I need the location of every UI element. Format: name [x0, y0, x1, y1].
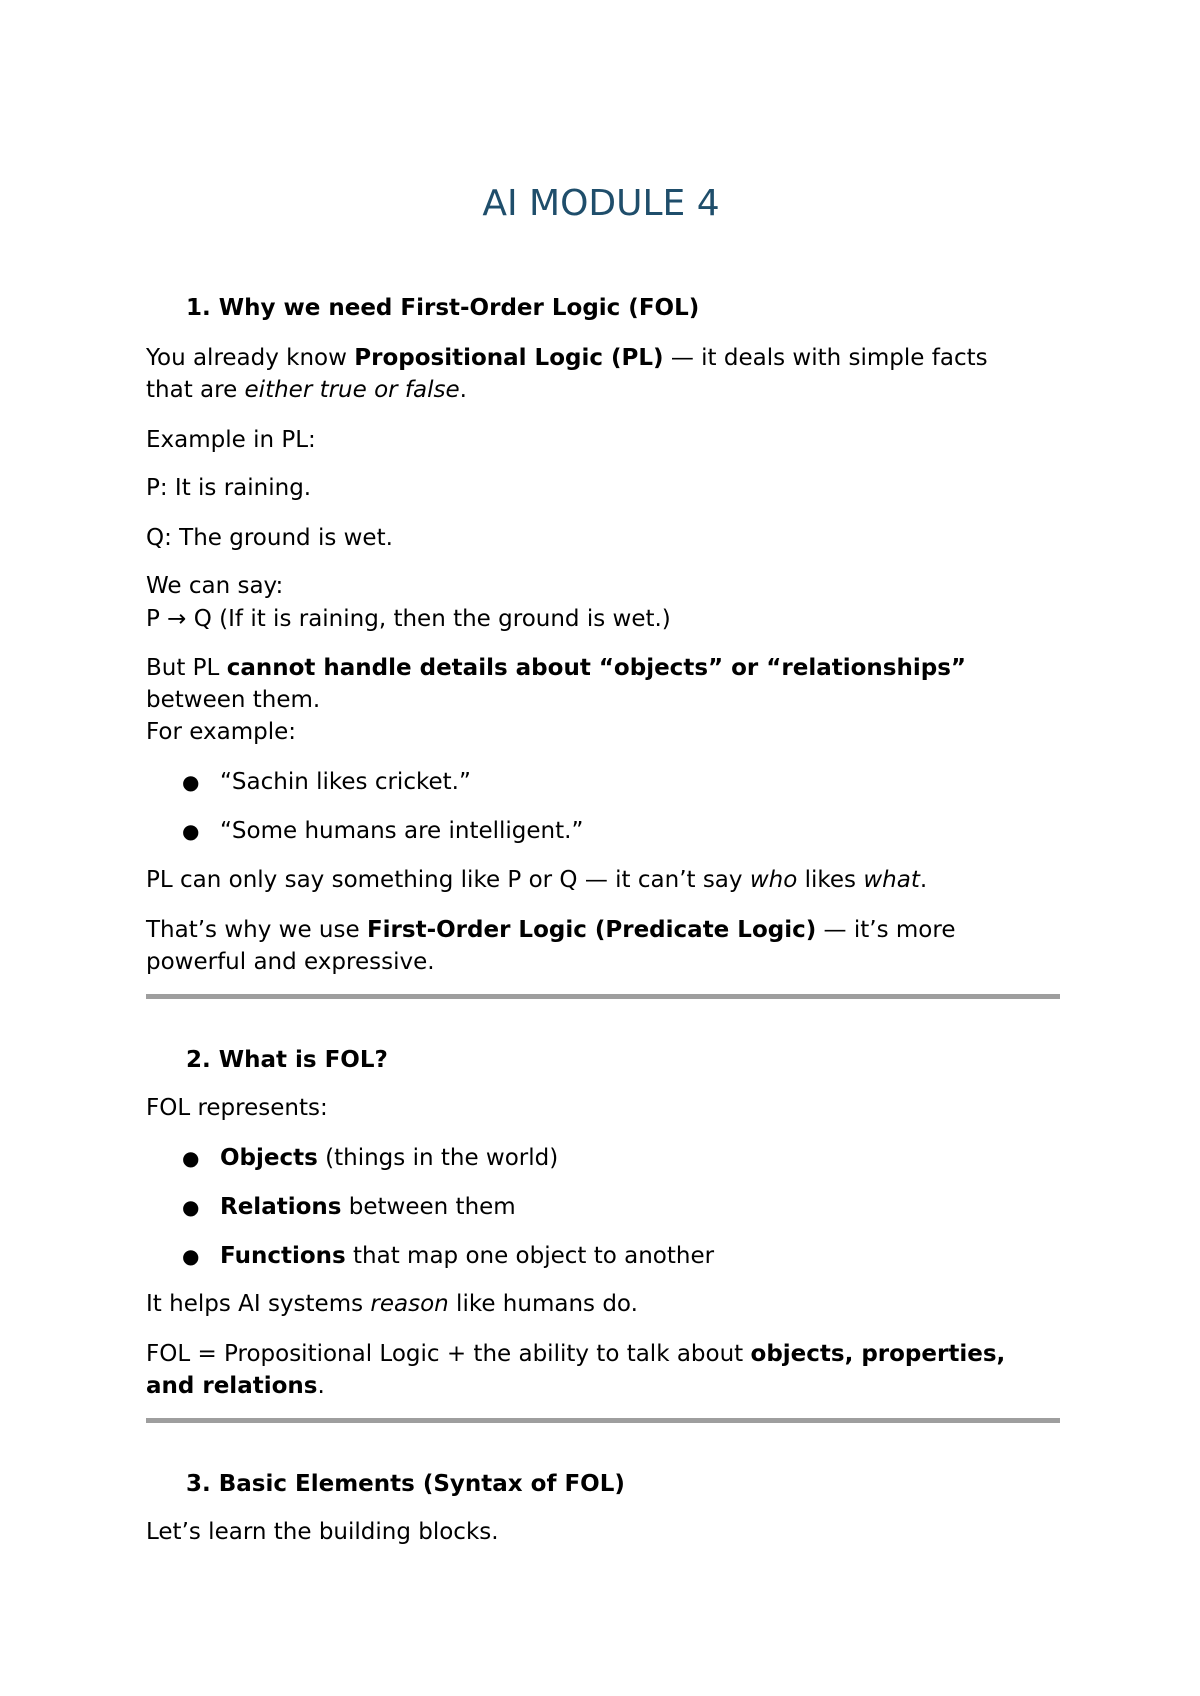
section-2-heading: 2. What is FOL?	[186, 1047, 388, 1073]
bullet-icon: ●	[182, 1195, 200, 1219]
bold-text: Propositional Logic (PL)	[354, 345, 664, 371]
we-can-say: We can say:	[146, 573, 284, 599]
section-1-heading: 1. Why we need First-Order Logic (FOL)	[186, 295, 700, 321]
fol-represents: FOL represents:	[146, 1095, 328, 1121]
page-title: AI MODULE 4	[482, 183, 720, 224]
bullet-icon: ●	[182, 819, 200, 843]
paragraph-but-line2: between them.	[146, 687, 321, 713]
bullet-icon: ●	[182, 1146, 200, 1170]
bold-text: cannot handle details about “objects” or “relationships”	[226, 655, 967, 681]
for-example: For example:	[146, 719, 296, 745]
building-blocks-intro: Let’s learn the building blocks.	[146, 1519, 499, 1545]
paragraph-fol-equals-line2: and relations.	[146, 1373, 325, 1399]
paragraph-thats-why-line2: powerful and expressive.	[146, 949, 435, 975]
paragraph-helps: It helps AI systems reason like humans do.	[146, 1291, 638, 1317]
paragraph-thats-why-line1: That’s why we use First-Order Logic (Predicate Logic) — it’s more	[146, 917, 956, 943]
horizontal-rule	[146, 1418, 1060, 1423]
horizontal-rule	[146, 994, 1060, 999]
p-statement: P: It is raining.	[146, 475, 312, 501]
implication-line: P → Q (If it is raining, then the ground is wet.)	[146, 606, 671, 632]
paragraph-pl-line1: You already know Propositional Logic (PL) — it deals with simple facts	[146, 345, 988, 371]
bold-text: objects, properties,	[750, 1341, 1006, 1367]
bullet-icon: ●	[182, 1244, 200, 1268]
paragraph-fol-equals-line1: FOL = Propositional Logic + the ability to talk about objects, properties,	[146, 1341, 1006, 1367]
example-intro: Example in PL:	[146, 427, 316, 453]
paragraph-pl-line2: that are either true or false.	[146, 377, 467, 403]
bold-text: and relations	[146, 1373, 318, 1399]
paragraph-but-line1: But PL cannot handle details about “objects” or “relationships”	[146, 655, 967, 681]
italic-text: either true or false	[244, 377, 460, 403]
bold-text: First-Order Logic (Predicate Logic)	[366, 917, 817, 943]
bullet-icon: ●	[182, 770, 200, 794]
q-statement: Q: The ground is wet.	[146, 525, 393, 551]
section-3-heading: 3. Basic Elements (Syntax of FOL)	[186, 1471, 625, 1497]
paragraph-pl-limit: PL can only say something like P or Q — it can’t say who likes what.	[146, 867, 928, 893]
